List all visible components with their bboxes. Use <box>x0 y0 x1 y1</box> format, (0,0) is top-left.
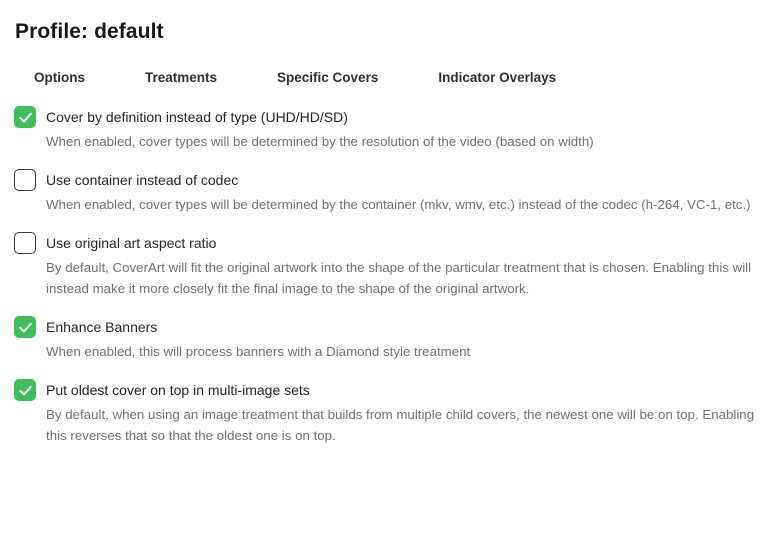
option-enhance-banners <box>14 315 759 362</box>
option-label: Enhance Banners <box>46 319 158 335</box>
checkbox-original-aspect-ratio[interactable] <box>14 232 36 254</box>
checkbox-enhance-banners[interactable] <box>14 316 36 338</box>
options-list <box>14 105 759 446</box>
option-cover-by-definition <box>14 105 759 152</box>
option-description: When enabled, cover types will be determined by the container (mkv, wmv, etc.) instead of the codec (h-264, VC-1, etc.) <box>46 197 751 212</box>
checkbox-oldest-cover-on-top[interactable] <box>14 379 36 401</box>
page-title: Profile: default <box>15 20 164 43</box>
option-label: Use original art aspect ratio <box>46 235 217 251</box>
tab-bar <box>14 64 759 91</box>
tab-treatments[interactable]: Treatments <box>145 64 217 91</box>
tab-options[interactable]: Options <box>34 64 85 91</box>
option-original-aspect-ratio <box>14 231 759 299</box>
option-row <box>14 315 759 338</box>
option-label: Use container instead of codec <box>46 172 239 188</box>
checkbox-cover-by-definition[interactable] <box>14 106 36 128</box>
option-row <box>14 168 759 191</box>
option-row <box>14 378 759 401</box>
option-label: Put oldest cover on top in multi-image sets <box>46 382 310 398</box>
option-description: By default, CoverArt will fit the original artwork into the shape of the particular treatment that is chosen. Enabling this will instead make it more closely fit the final image to the shape of the original artwork. <box>46 260 752 296</box>
option-description: By default, when using an image treatment that builds from multiple child covers, the newest one will be on top. Enabling this reverses that so that the oldest one is on top. <box>46 407 755 443</box>
option-description: When enabled, this will process banners with a Diamond style treatment <box>46 344 471 359</box>
option-description: When enabled, cover types will be determined by the resolution of the video (based on width) <box>46 134 594 149</box>
tab-indicator-overlays[interactable]: Indicator Overlays <box>438 64 556 91</box>
option-row <box>14 231 759 254</box>
option-use-container <box>14 168 759 215</box>
option-label: Cover by definition instead of type (UHD/HD/SD) <box>46 109 348 125</box>
option-oldest-cover-on-top <box>14 378 759 446</box>
option-row <box>14 105 759 128</box>
tab-specific-covers[interactable]: Specific Covers <box>277 64 378 91</box>
checkbox-use-container[interactable] <box>14 169 36 191</box>
